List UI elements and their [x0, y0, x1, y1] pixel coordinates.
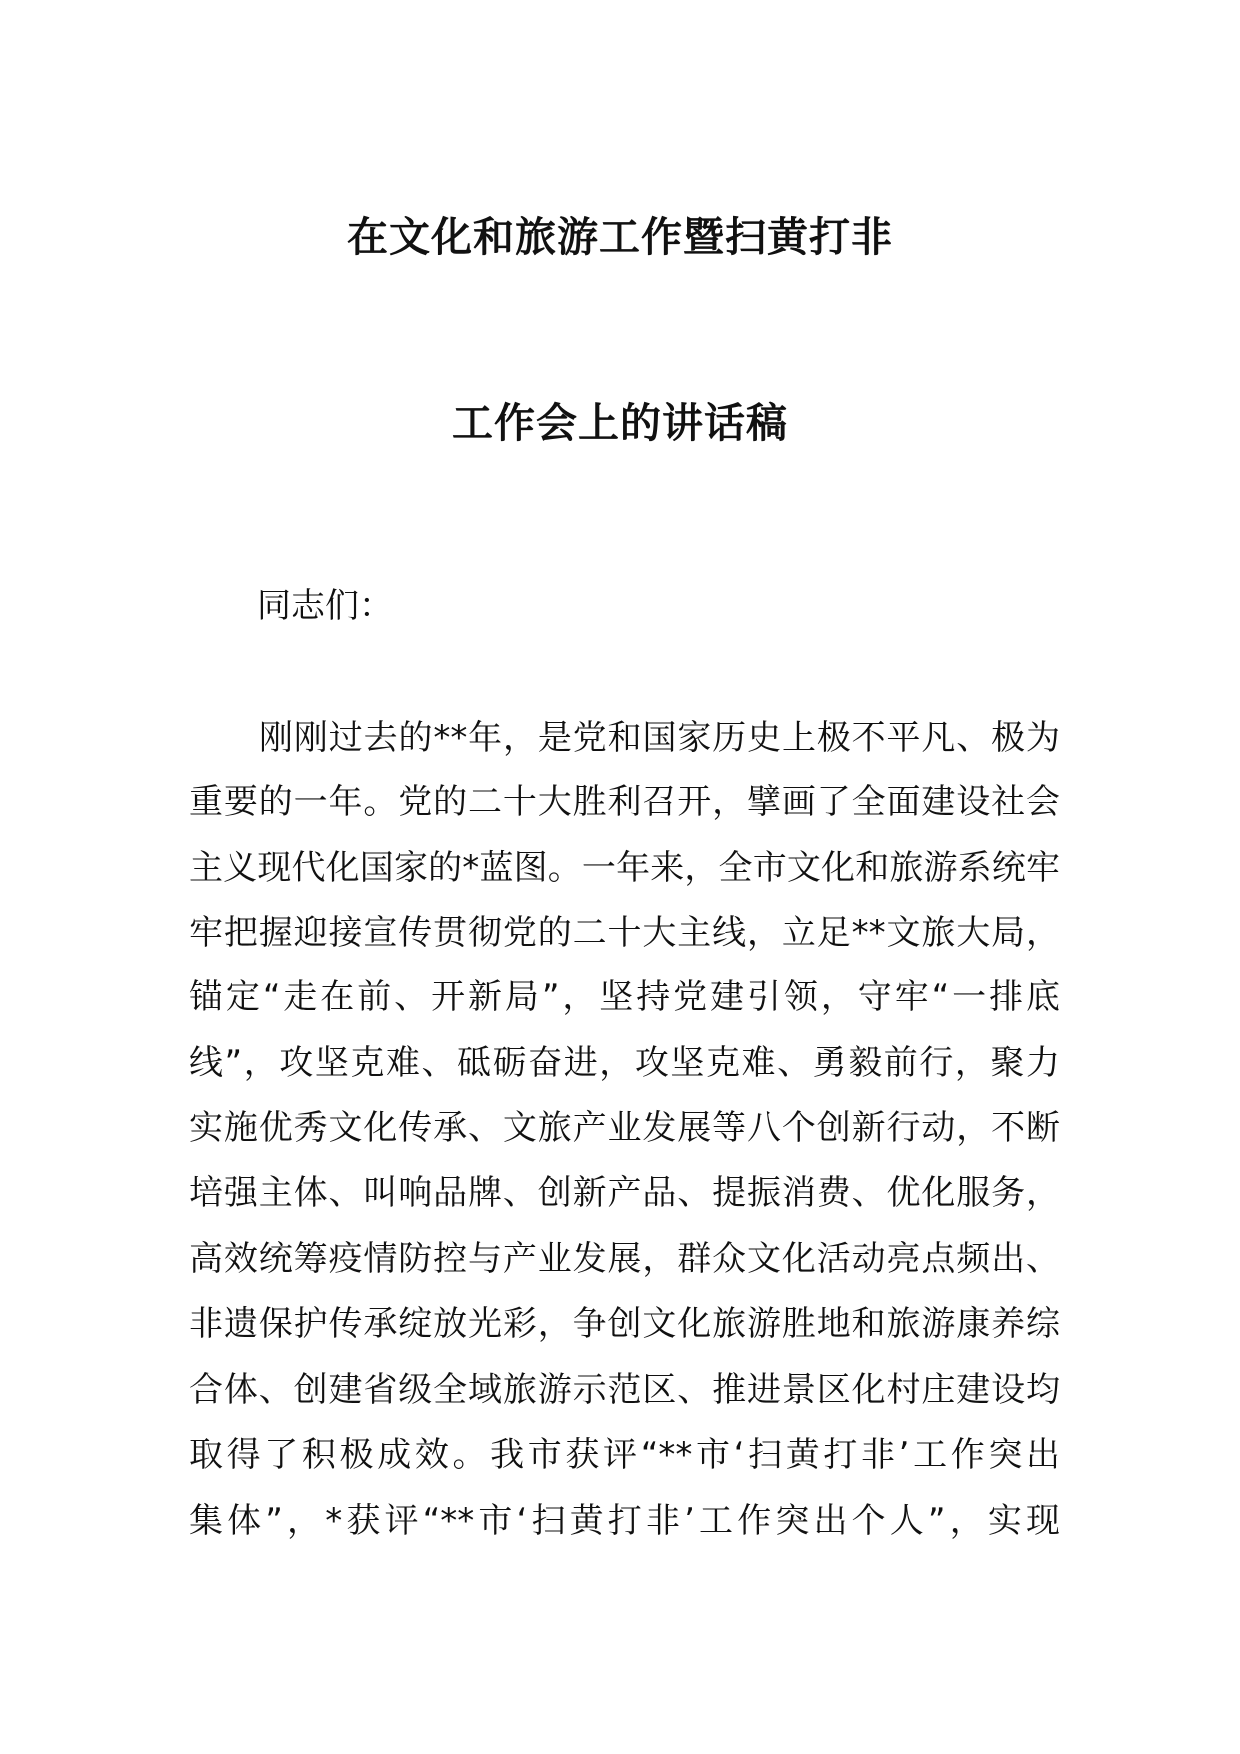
paragraph-line: 取得了积极成效。我市获评“**市‘扫黄打非’工作突出: [189, 1435, 1060, 1475]
paragraph-line: 实施优秀文化传承、文旅产业发展等八个创新行动，不断: [189, 1108, 1060, 1148]
paragraph-line: 合体、创建省级全域旅游示范区、推进景区化村庄建设均: [189, 1370, 1060, 1410]
paragraph-line: 重要的一年。党的二十大胜利召开，擘画了全面建设社会: [189, 782, 1060, 822]
document-title-line-1: 在文化和旅游工作暨扫黄打非: [347, 213, 893, 261]
salutation: 同志们：: [257, 586, 393, 626]
paragraph-line: 集体”，*获评“**市‘扫黄打非’工作突出个人”，实现: [189, 1501, 1060, 1541]
document-title-line-2: 工作会上的讲话稿: [452, 399, 788, 447]
paragraph-line: 主义现代化国家的*蓝图。一年来，全市文化和旅游系统牢: [189, 848, 1060, 888]
paragraph-line: 非遗保护传承绽放光彩，争创文化旅游胜地和旅游康养综: [189, 1304, 1060, 1344]
paragraph-line: 牢把握迎接宣传贯彻党的二十大主线，立足**文旅大局，: [189, 913, 1060, 953]
paragraph-line: 线”，攻坚克难、砥砺奋进，攻坚克难、勇毅前行，聚力: [189, 1043, 1060, 1083]
paragraph-line: 培强主体、叫响品牌、创新产品、提振消费、优化服务，: [189, 1173, 1060, 1213]
paragraph-line: 高效统筹疫情防控与产业发展，群众文化活动亮点频出、: [189, 1239, 1060, 1279]
paragraph-line: 刚刚过去的**年，是党和国家历史上极不平凡、极为: [259, 718, 1060, 758]
paragraph-line: 锚定“走在前、开新局”，坚持党建引领，守牢“一排底: [189, 977, 1060, 1017]
